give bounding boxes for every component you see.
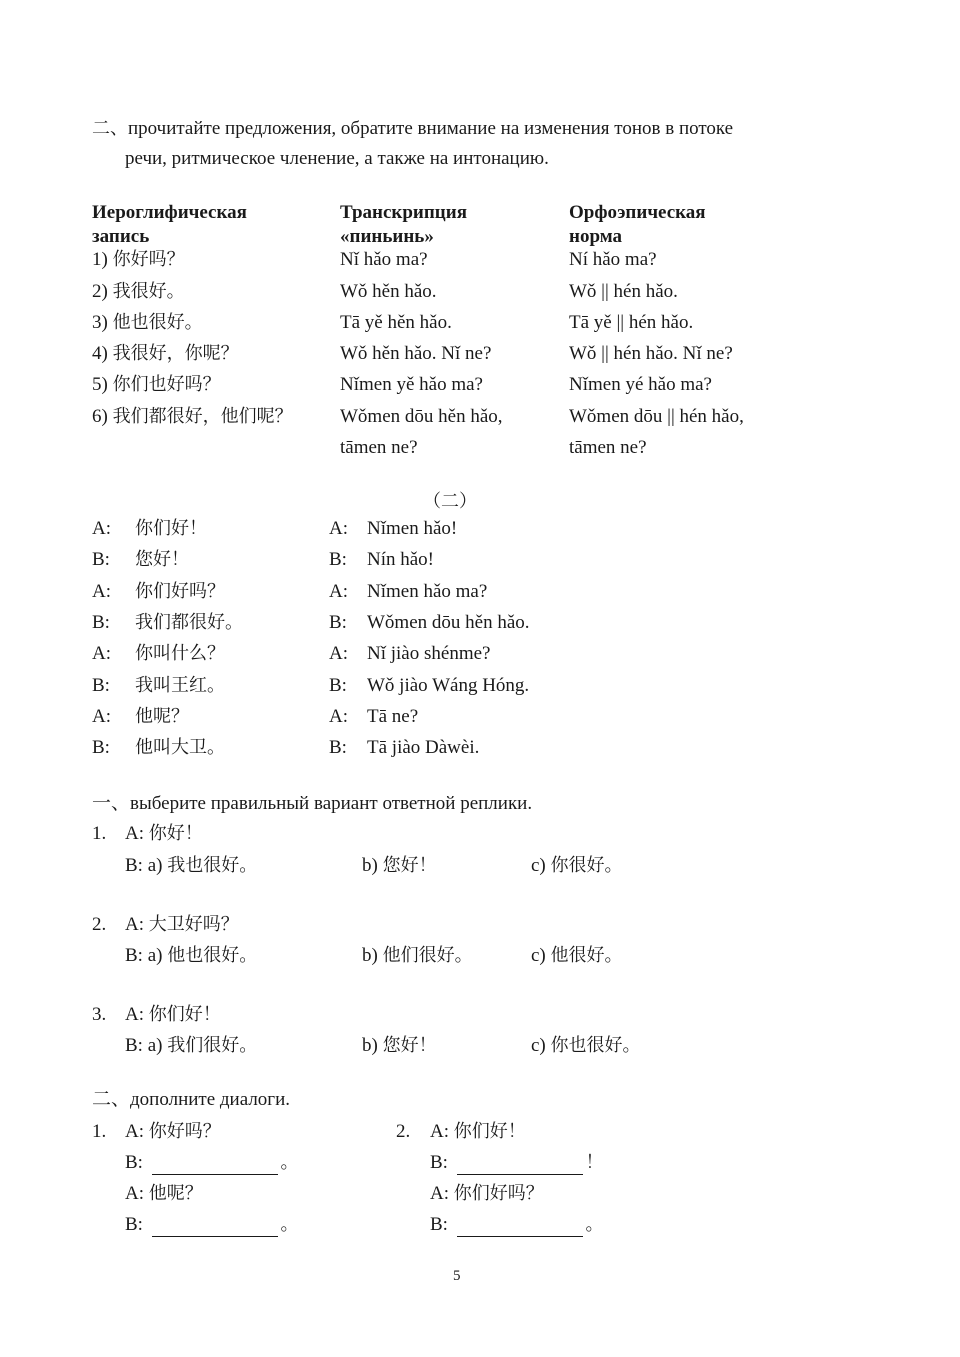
answer-blank[interactable]: [457, 1156, 583, 1175]
option-c: c) 你也很好。: [531, 1035, 641, 1056]
intro-line-2: речи, ритмическое членение, а также на интонацию.: [125, 148, 549, 169]
answer-blank[interactable]: [152, 1156, 278, 1175]
exercise2-title: 二、дополните диалоги.: [92, 1089, 291, 1110]
option-b: b) 您好！: [362, 1035, 437, 1056]
option-c: c) 你很好。: [531, 855, 623, 876]
section-marker: 二、: [92, 118, 128, 139]
option-c: c) 他很好。: [531, 945, 623, 966]
option-b: b) 您好！: [362, 855, 437, 876]
header-norm: Орфоэпическая норма: [569, 202, 706, 247]
answer-blank[interactable]: [152, 1218, 278, 1237]
header-hanzi: Иероглифическая запись: [92, 202, 247, 247]
answer-blank[interactable]: [457, 1218, 583, 1237]
dialogue-title: （二）: [423, 491, 477, 512]
intro-line-1: 二、прочитайте предложения, обратите внимание на изменения тонов в потоке: [92, 118, 734, 139]
page-number: 5: [453, 1268, 461, 1284]
header-pinyin: Транскрипция «пиньинь»: [340, 202, 467, 247]
exercise1-title: 一、выберите правильный вариант ответной реплики.: [92, 793, 533, 814]
option-b: b) 他们很好。: [362, 945, 473, 966]
